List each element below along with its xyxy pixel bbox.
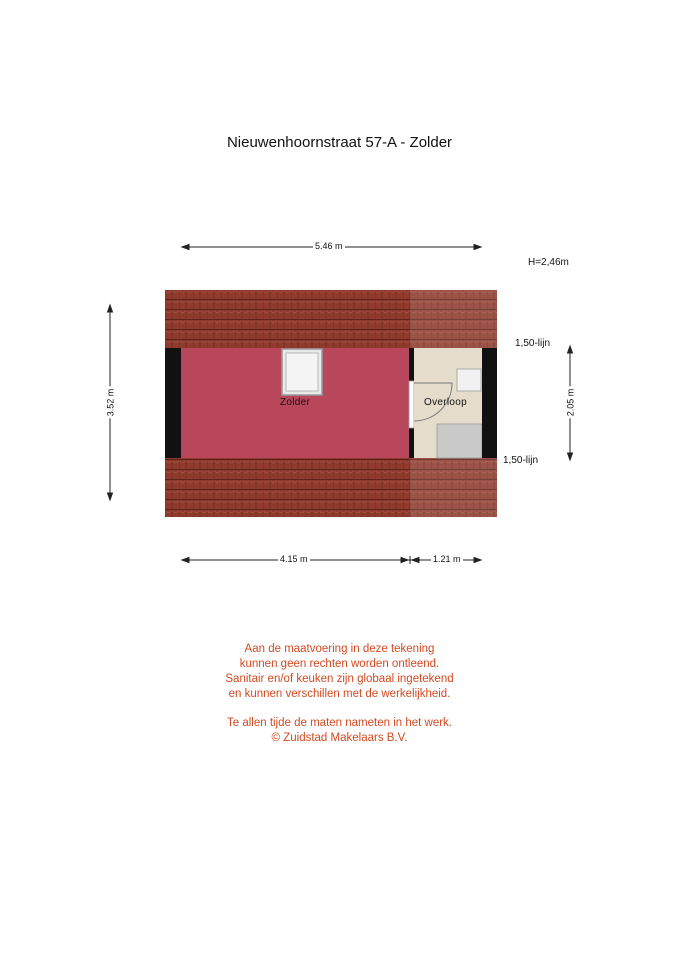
stair-block: [437, 424, 482, 458]
note-line: Aan de maatvoering in deze tekening: [244, 643, 435, 655]
dimension-bottom-right: 1.21 m: [433, 554, 461, 564]
wall-divider: [409, 348, 414, 381]
dimension-left-height: 3.52 m: [105, 388, 116, 417]
room-label-zolder: Zolder: [280, 397, 311, 408]
height-note: H=2,46m: [528, 257, 569, 268]
fixture-top: [457, 369, 481, 391]
page-title: Nieuwenhoornstraat 57-A - Zolder: [226, 134, 453, 151]
note-line: en kunnen verschillen met de werkelijkheid.: [228, 688, 451, 700]
dimension-right-height: 2.05 m: [565, 388, 576, 417]
wall-right: [482, 348, 497, 458]
note-line: Sanitair en/of keuken zijn globaal ingetekend: [225, 673, 454, 685]
wall-left: [165, 348, 181, 458]
note-line: kunnen geen rechten worden ontleend.: [239, 658, 440, 670]
disclaimer-notes: [0, 642, 679, 746]
note-line: Te allen tijde de maten nameten in het werk.: [226, 717, 453, 729]
line-label-top: 1,50-lijn: [515, 338, 551, 349]
dimension-top-width: 5.46 m: [315, 241, 343, 251]
line-label-bottom: 1,50-lijn: [503, 455, 539, 466]
copyright: © Zuidstad Makelaars B.V.: [271, 732, 408, 744]
room-label-overloop: Overloop: [424, 397, 467, 408]
dimension-bottom-left: 4.15 m: [280, 554, 308, 564]
